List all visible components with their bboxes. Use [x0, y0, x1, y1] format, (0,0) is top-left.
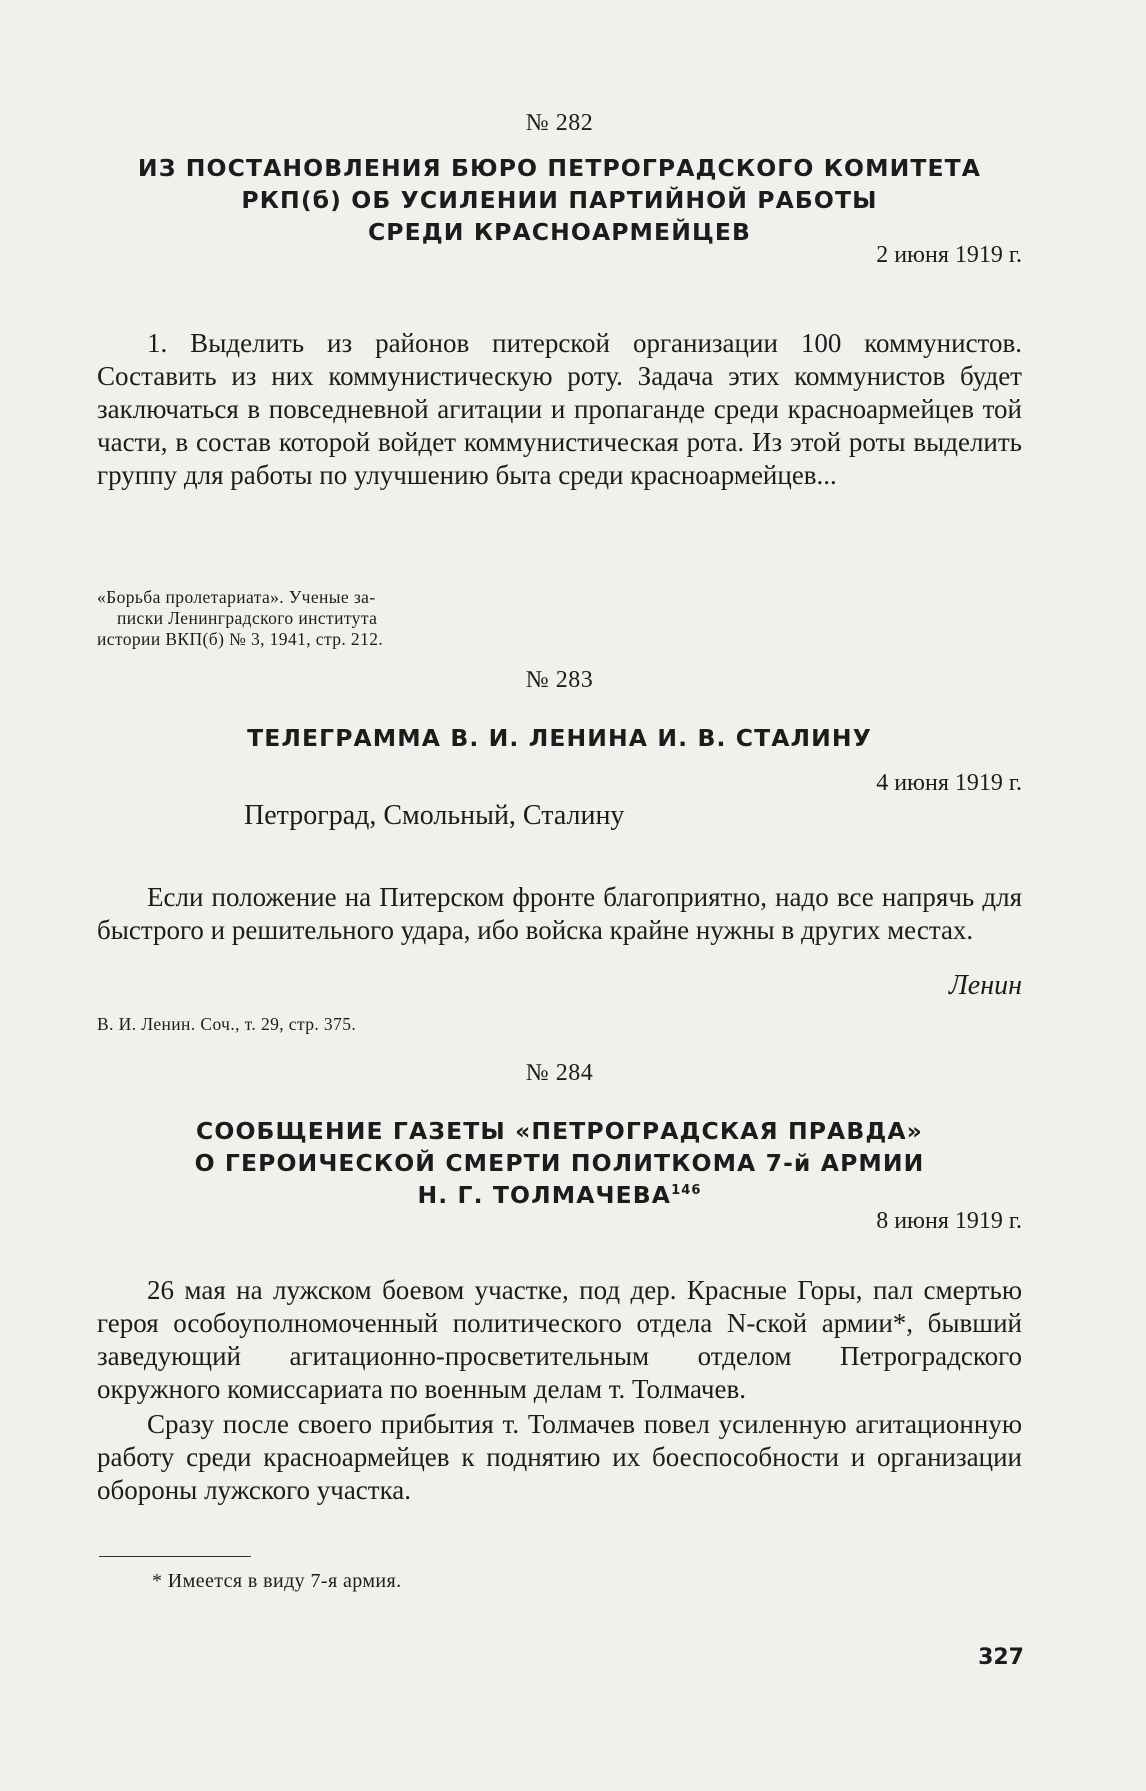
doc-heading-282	[97, 152, 1022, 248]
source-line: истории ВКП(б) № 3, 1941, стр. 212.	[97, 629, 384, 649]
page-number: 327	[978, 1645, 1024, 1670]
footnote-divider	[99, 1556, 251, 1557]
heading-text: Н. Г. ТОЛМАЧЕВА	[417, 1181, 672, 1209]
paragraph: 1. Выделить из районов питерской организации 100 коммунистов. Составить из них коммунистическую роту. Задача этих коммунистов будет заключаться в повседневной агитации и пропаганде среди красноармейцев той части, в состав которой войдет коммунистическая рота. Из этой роты выделить группу для работы по улучшению быта среди красноармейцев...	[97, 328, 1022, 490]
heading-line: О ГЕРОИЧЕСКОЙ СМЕРТИ ПОЛИТКОМА 7-й АРМИИ	[194, 1149, 925, 1177]
doc-date-283: 4 июня 1919 г.	[876, 770, 1022, 796]
note-reference: 146	[671, 1183, 702, 1199]
doc-date-282: 2 июня 1919 г.	[876, 242, 1022, 268]
paragraph: Если положение на Питерском фронте благоприятно, надо все напрячь для быстрого и решительного удара, ибо войска крайне нужны в других местах.	[97, 882, 1022, 945]
heading-line	[97, 1179, 1022, 1211]
heading-line: ИЗ ПОСТАНОВЛЕНИЯ БЮРО ПЕТРОГРАДСКОГО КОМИТЕТА	[137, 154, 982, 182]
doc-text-284	[97, 1274, 1022, 1507]
doc-text-283	[97, 881, 1022, 947]
doc-signature-283: Ленин	[948, 970, 1022, 1001]
doc-heading-284	[97, 1115, 1022, 1211]
paragraph: 26 мая на лужском боевом участке, под дер. Красные Горы, пал смертью героя особоуполномоченный политического отдела N-ской армии*, бывший заведующий агитационно-просветительным отделом Петроградского окружного комиссариата по военным делам т. Толмачев.	[97, 1275, 1022, 1404]
heading-line: СРЕДИ КРАСНОАРМЕЙЦЕВ	[367, 218, 752, 246]
doc-address-283: Петроград, Смольный, Сталину	[244, 800, 625, 831]
heading-line: СООБЩЕНИЕ ГАЗЕТЫ «ПЕТРОГРАДСКАЯ ПРАВДА»	[196, 1117, 923, 1145]
footnote: * Имеется в виду 7-я армия.	[152, 1570, 402, 1592]
paragraph: Сразу после своего прибытия т. Толмачев повел усиленную агитационную работу среди красноармейцев к поднятию их боеспособности и организации обороны лужского участка.	[97, 1409, 1022, 1505]
doc-number-284: № 284	[525, 1060, 594, 1086]
doc-number-282: № 282	[525, 110, 594, 136]
doc-source-283: В. И. Ленин. Соч., т. 29, стр. 375.	[97, 1014, 357, 1034]
doc-date-284: 8 июня 1919 г.	[876, 1208, 1022, 1234]
source-line: «Борьба пролетариата». Ученые за-	[97, 587, 376, 607]
doc-source-282	[97, 587, 497, 650]
heading-line: РКП(б) ОБ УСИЛЕНИИ ПАРТИЙНОЙ РАБОТЫ	[241, 186, 878, 214]
doc-number-283: № 283	[525, 667, 594, 693]
source-line: писки Ленинградского института	[117, 608, 378, 628]
doc-text-282	[97, 327, 1022, 492]
doc-heading-283: ТЕЛЕГРАММА В. И. ЛЕНИНА И. В. СТАЛИНУ	[247, 724, 872, 752]
